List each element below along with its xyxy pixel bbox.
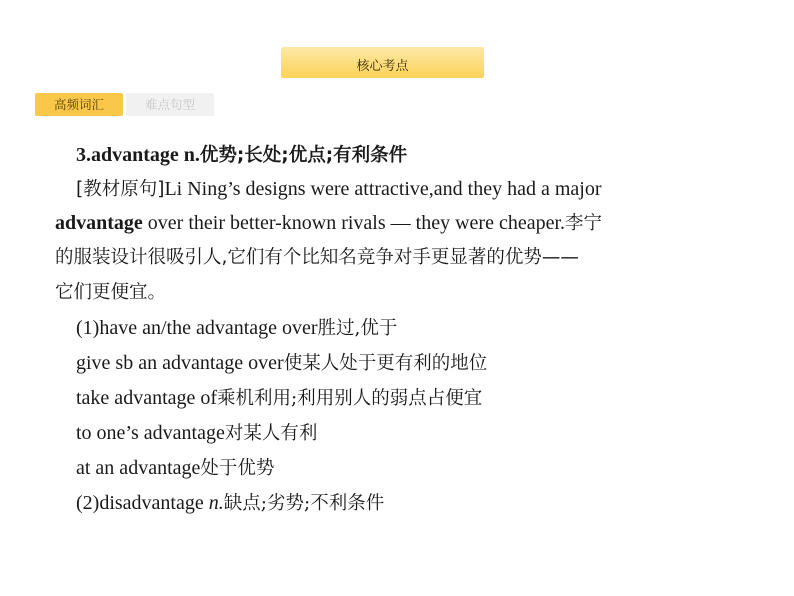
phrase-2 <box>76 346 487 381</box>
phrase-5-en: at an advantage <box>76 457 201 479</box>
source-line-2 <box>55 206 602 241</box>
section-title: 核心考点 <box>356 59 409 74</box>
phrase-2-cn: 使某人处于更有利的地位 <box>283 353 488 374</box>
translation-line-1: 的服装设计很吸引人,它们有个比知名竞争对手更显著的优势—— <box>55 247 579 268</box>
phrase-1-cn: 胜过,优于 <box>317 318 398 339</box>
derivative-cn: 缺点;劣势;不利条件 <box>223 493 385 514</box>
source-line-1 <box>76 172 602 207</box>
phrase-4 <box>76 416 317 451</box>
source-text-1: Li Ning’s designs were attractive,and they had a major <box>164 178 602 200</box>
headword-line <box>76 138 407 173</box>
headword: 3.advantage n. <box>76 144 200 166</box>
source-cn-start: 李宁 <box>565 213 603 234</box>
section-banner <box>281 47 484 78</box>
phrase-3-en: take advantage of <box>76 387 218 409</box>
translation-line-2: 它们更便宜。 <box>55 282 167 303</box>
phrase-4-en: to one’s advantage <box>76 422 225 444</box>
source-text-2: over their better-known rivals — they were cheaper. <box>142 212 566 234</box>
derivative-en: (2)disadvantage <box>76 492 209 514</box>
phrase-3-cn: 乘机利用;利用别人的弱点占便宜 <box>217 388 483 409</box>
source-bold-word: advantage <box>55 212 143 234</box>
phrase-5 <box>76 451 274 486</box>
source-label: [教材原句] <box>76 179 165 200</box>
tab-difficult-sentences[interactable]: 难点句型 <box>126 93 214 116</box>
phrase-4-cn: 对某人有利 <box>224 423 318 444</box>
tab-high-frequency-words[interactable]: 高频词汇 <box>35 93 123 116</box>
derivative-pos: n. <box>208 492 224 514</box>
derivative-line <box>76 486 384 521</box>
phrase-1 <box>76 311 397 346</box>
phrase-1-en: (1)have an/the advantage over <box>76 317 318 339</box>
phrase-5-cn: 处于优势 <box>200 458 275 479</box>
phrase-3 <box>76 381 482 416</box>
headword-meaning: 优势;长处;优点;有利条件 <box>199 145 408 166</box>
phrase-2-en: give sb an advantage over <box>76 352 284 374</box>
